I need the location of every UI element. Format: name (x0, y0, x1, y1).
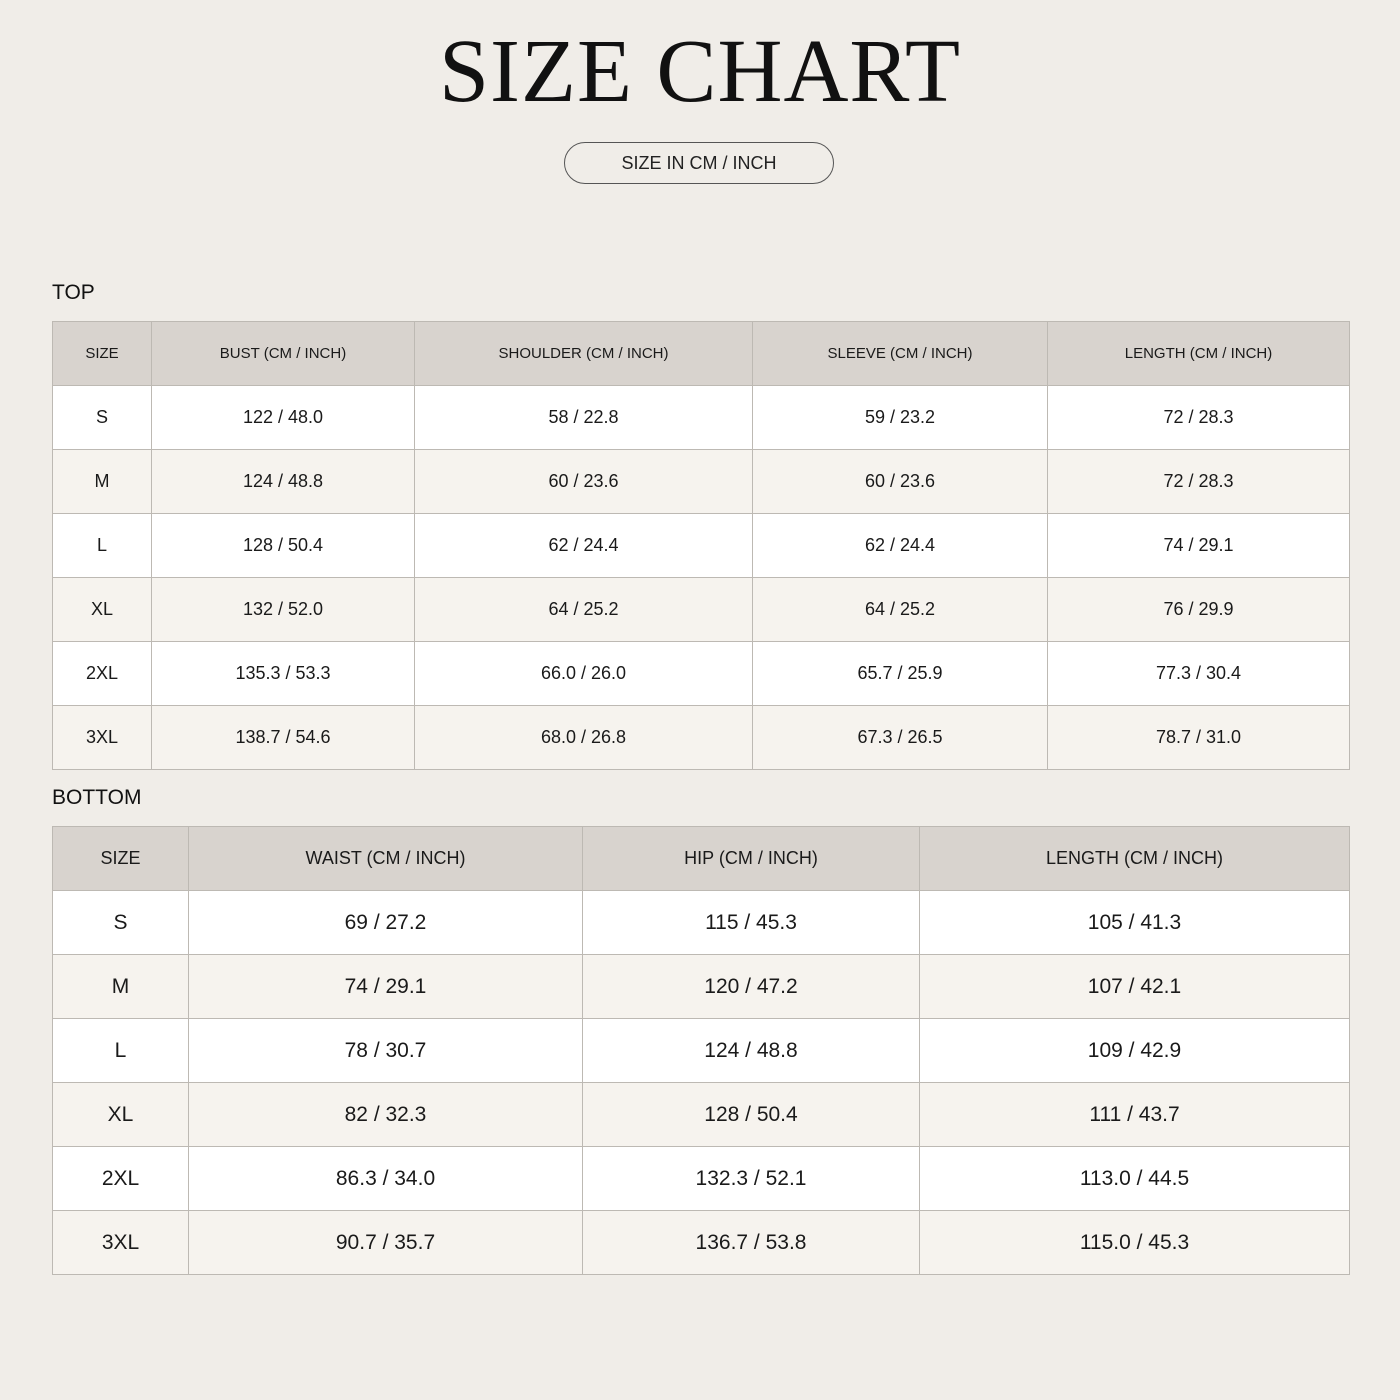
size-cell: S (53, 386, 152, 450)
table-row (53, 955, 1350, 1019)
table-cell: 68.0 / 26.8 (415, 706, 753, 770)
table-cell: 107 / 42.1 (920, 955, 1350, 1019)
size-cell: XL (53, 1083, 189, 1147)
table-row (53, 1147, 1350, 1211)
table-cell: 65.7 / 25.9 (753, 642, 1048, 706)
column-header: SHOULDER (CM / INCH) (415, 322, 753, 386)
table-cell: 67.3 / 26.5 (753, 706, 1048, 770)
table-cell: 72 / 28.3 (1048, 450, 1350, 514)
table-row (53, 706, 1350, 770)
column-header: BUST (CM / INCH) (152, 322, 415, 386)
table-cell: 77.3 / 30.4 (1048, 642, 1350, 706)
table-cell: 64 / 25.2 (415, 578, 753, 642)
table-row (53, 1019, 1350, 1083)
table-cell: 128 / 50.4 (152, 514, 415, 578)
size-cell: 2XL (53, 642, 152, 706)
table-cell: 78.7 / 31.0 (1048, 706, 1350, 770)
table-cell: 138.7 / 54.6 (152, 706, 415, 770)
column-header: SLEEVE (CM / INCH) (753, 322, 1048, 386)
table-cell: 90.7 / 35.7 (189, 1211, 583, 1275)
table-cell: 60 / 23.6 (753, 450, 1048, 514)
table-cell: 132.3 / 52.1 (583, 1147, 920, 1211)
table-row (53, 514, 1350, 578)
table-row (53, 642, 1350, 706)
table-cell: 136.7 / 53.8 (583, 1211, 920, 1275)
size-cell: XL (53, 578, 152, 642)
table-row (53, 1083, 1350, 1147)
table-cell: 86.3 / 34.0 (189, 1147, 583, 1211)
table-cell: 78 / 30.7 (189, 1019, 583, 1083)
table-cell: 115.0 / 45.3 (920, 1211, 1350, 1275)
table-cell: 109 / 42.9 (920, 1019, 1350, 1083)
unit-badge: SIZE IN CM / INCH (564, 142, 834, 184)
size-cell: M (53, 450, 152, 514)
top-section-label: TOP (52, 281, 95, 304)
column-header: WAIST (CM / INCH) (189, 827, 583, 891)
table-cell: 60 / 23.6 (415, 450, 753, 514)
table-cell: 115 / 45.3 (583, 891, 920, 955)
table-row (53, 1211, 1350, 1275)
size-cell: L (53, 514, 152, 578)
column-header: LENGTH (CM / INCH) (920, 827, 1350, 891)
table-cell: 135.3 / 53.3 (152, 642, 415, 706)
size-cell: S (53, 891, 189, 955)
table-cell: 58 / 22.8 (415, 386, 753, 450)
bottom-section-label: BOTTOM (52, 786, 142, 809)
table-cell: 82 / 32.3 (189, 1083, 583, 1147)
table-cell: 128 / 50.4 (583, 1083, 920, 1147)
table-cell: 120 / 47.2 (583, 955, 920, 1019)
table-row (53, 578, 1350, 642)
size-cell: 3XL (53, 706, 152, 770)
size-cell: M (53, 955, 189, 1019)
column-header: LENGTH (CM / INCH) (1048, 322, 1350, 386)
table-header-row (53, 827, 1350, 891)
table-cell: 62 / 24.4 (753, 514, 1048, 578)
top-size-table (52, 321, 1350, 770)
table-cell: 105 / 41.3 (920, 891, 1350, 955)
table-cell: 74 / 29.1 (1048, 514, 1350, 578)
size-cell: 3XL (53, 1211, 189, 1275)
table-cell: 111 / 43.7 (920, 1083, 1350, 1147)
table-cell: 62 / 24.4 (415, 514, 753, 578)
table-cell: 124 / 48.8 (152, 450, 415, 514)
column-header: SIZE (53, 827, 189, 891)
table-row (53, 891, 1350, 955)
column-header: SIZE (53, 322, 152, 386)
table-row (53, 386, 1350, 450)
size-cell: 2XL (53, 1147, 189, 1211)
table-cell: 76 / 29.9 (1048, 578, 1350, 642)
table-cell: 132 / 52.0 (152, 578, 415, 642)
table-cell: 122 / 48.0 (152, 386, 415, 450)
table-header-row (53, 322, 1350, 386)
column-header: HIP (CM / INCH) (583, 827, 920, 891)
table-row (53, 450, 1350, 514)
table-cell: 113.0 / 44.5 (920, 1147, 1350, 1211)
table-cell: 66.0 / 26.0 (415, 642, 753, 706)
table-cell: 124 / 48.8 (583, 1019, 920, 1083)
bottom-size-table (52, 826, 1350, 1275)
table-cell: 74 / 29.1 (189, 955, 583, 1019)
size-cell: L (53, 1019, 189, 1083)
table-cell: 69 / 27.2 (189, 891, 583, 955)
table-cell: 72 / 28.3 (1048, 386, 1350, 450)
page-title: SIZE CHART (438, 22, 962, 121)
table-cell: 64 / 25.2 (753, 578, 1048, 642)
table-cell: 59 / 23.2 (753, 386, 1048, 450)
